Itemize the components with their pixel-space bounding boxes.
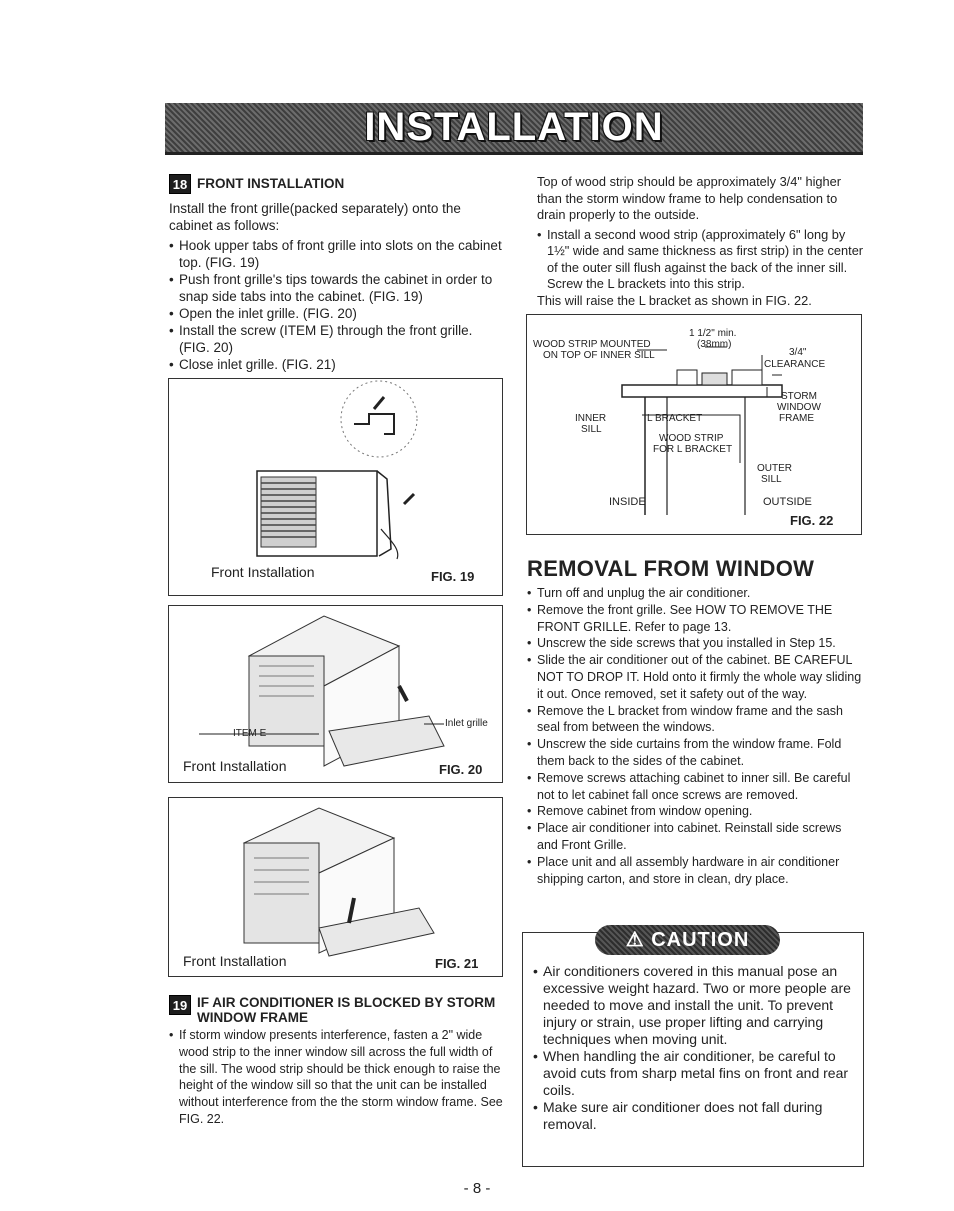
list-item: • Remove the front grille. See HOW TO REMOVE THE FRONT GRILLE. Refer to page 13. [527,602,865,636]
clearance-value-label: 3/4" [789,347,807,358]
caution-list [533,963,858,1133]
list-item: • Push front grille's tips towards the cabinet in order to snap side tabs into the cabinet. (FIG. 19) [169,271,504,305]
inlet-grille-close-illustration [169,798,504,978]
step-19-title: IF AIR CONDITIONER IS BLOCKED BY STORM WINDOW FRAME [197,995,496,1025]
wood-strip-note: Top of wood strip should be approximately 3/4" higher than the storm window frame to help condensation to drain properly to the outside. [537,174,842,222]
figure-20-caption: Front Installation [183,758,287,774]
on-top-inner-sill-label: ON TOP OF INNER SILL [543,350,655,361]
installation-banner [165,103,863,155]
list-item: • Unscrew the side curtains from the window frame. Fold them back to the sides of the cabinet. [527,736,865,770]
list-item: • Air conditioners covered in this manual pose an excessive weight hazard. Two or more people are needed to move and install the unit. To prevent injury or strain, use proper lifting and carrying techniques when moving unit. [533,963,858,1048]
page-number: - 8 - [463,1180,491,1197]
list-item: • Install the screw (ITEM E) through the front grille. (FIG. 20) [169,322,504,356]
list-item: • Hook upper tabs of front grille into slots on the cabinet top. (FIG. 19) [169,237,504,271]
warning-icon: ⚠ [625,929,652,951]
list-item: • If storm window presents interference, fasten a 2" wide wood strip to the inner window sill across the full width of the sill. The wood strip should be thick enough to raise the height of the window sill so that the unit can be installed without interference from the the storm window frame. See FIG. 22. [169,1027,504,1128]
inside-label: INSIDE [609,496,646,508]
list-item: • Turn off and unplug the air conditioner. [527,585,865,602]
l-bracket-note: This will raise the L bracket as shown in FIG. 22. [537,292,812,308]
left-column [169,174,504,373]
figure-20-label: FIG. 20 [439,762,483,777]
step-number-19: 19 [169,995,191,1015]
storm-label: STORM [781,391,817,402]
second-strip-list [537,227,865,293]
clearance-label: CLEARANCE [764,359,826,370]
mm-dimension-label: (38mm) [697,339,732,350]
step-19-heading [169,995,504,1025]
l-bracket-label: L BRACKET [647,413,703,424]
inner-sill-label: SILL [581,424,602,435]
item-e-label: ITEM E [233,728,267,739]
window-label: WINDOW [777,402,821,413]
list-item: • Slide the air conditioner out of the cabinet. BE CAREFUL NOT TO DROP IT. Hold onto it firmly the whole way sliding it out. Once removed, set it safety out of the way. [527,652,865,702]
removal-list [527,585,865,887]
right-column [537,174,865,309]
caution-box [522,929,864,1167]
list-item: • Unscrew the side screws that you installed in Step 15. [527,635,865,652]
outer-label: OUTER [757,463,792,474]
step-19-section [169,995,504,1128]
page-title: INSTALLATION [364,105,664,149]
removal-title: REMOVAL FROM WINDOW [527,556,815,581]
figure-22-label: FIG. 22 [790,513,834,528]
figure-19-label: FIG. 19 [431,569,475,584]
wood-strip-mounted-label: WOOD STRIP MOUNTED [533,339,651,350]
list-item: • Remove screws attaching cabinet to inner sill. Be careful not to let cabinet fall once screws are removed. [527,770,865,804]
list-item: • Place air conditioner into cabinet. Reinstall side screws and Front Grille. [527,820,865,854]
list-item: • Make sure air conditioner does not fall during removal. [533,1099,858,1133]
figure-19 [168,378,503,596]
step-18-heading [169,174,504,194]
step-19-list [169,1027,504,1128]
figure-20 [168,605,503,783]
list-item: • Open the inlet grille. (FIG. 20) [169,305,504,322]
figure-21 [168,797,503,977]
figure-19-caption: Front Installation [211,564,315,580]
caution-title: CAUTION [651,929,750,951]
step-number-18: 18 [169,174,191,194]
list-item: • Remove cabinet from window opening. [527,803,865,820]
frame-label: FRAME [779,413,814,424]
inner-label: INNER [575,413,607,424]
list-item: • Close inlet grille. (FIG. 21) [169,356,504,373]
figure-21-label: FIG. 21 [435,956,479,971]
outer-sill-label: SILL [761,474,782,485]
step-18-list [169,237,504,373]
min-dimension-label: 1 1/2" min. [689,328,737,339]
figure-21-caption: Front Installation [183,953,287,969]
step-18-intro: Install the front grille(packed separately) onto the cabinet as follows: [169,201,461,233]
caution-badge [595,925,780,955]
wood-strip-label: WOOD STRIP [659,433,724,444]
for-l-bracket-label: FOR L BRACKET [653,444,733,455]
outside-label: OUTSIDE [763,496,812,508]
figure-22 [526,314,862,535]
list-item: • Install a second wood strip (approximately 6" long by 1½" wide and same thickness as first strip) in the center of the outer sill flush against the back of the inner sill. Screw the L brackets into this strip. [537,227,865,293]
list-item: • Remove the L bracket from window frame and the sash seal from between the windows. [527,703,865,737]
inlet-grille-label: Inlet grille [445,718,488,729]
removal-section [527,556,865,887]
list-item: • When handling the air conditioner, be careful to avoid cuts from sharp metal fins on front and rear coils. [533,1048,858,1099]
list-item: • Place unit and all assembly hardware in air conditioner shipping carton, and store in clean, dry place. [527,854,865,888]
step-18-title: FRONT INSTALLATION [197,176,345,191]
